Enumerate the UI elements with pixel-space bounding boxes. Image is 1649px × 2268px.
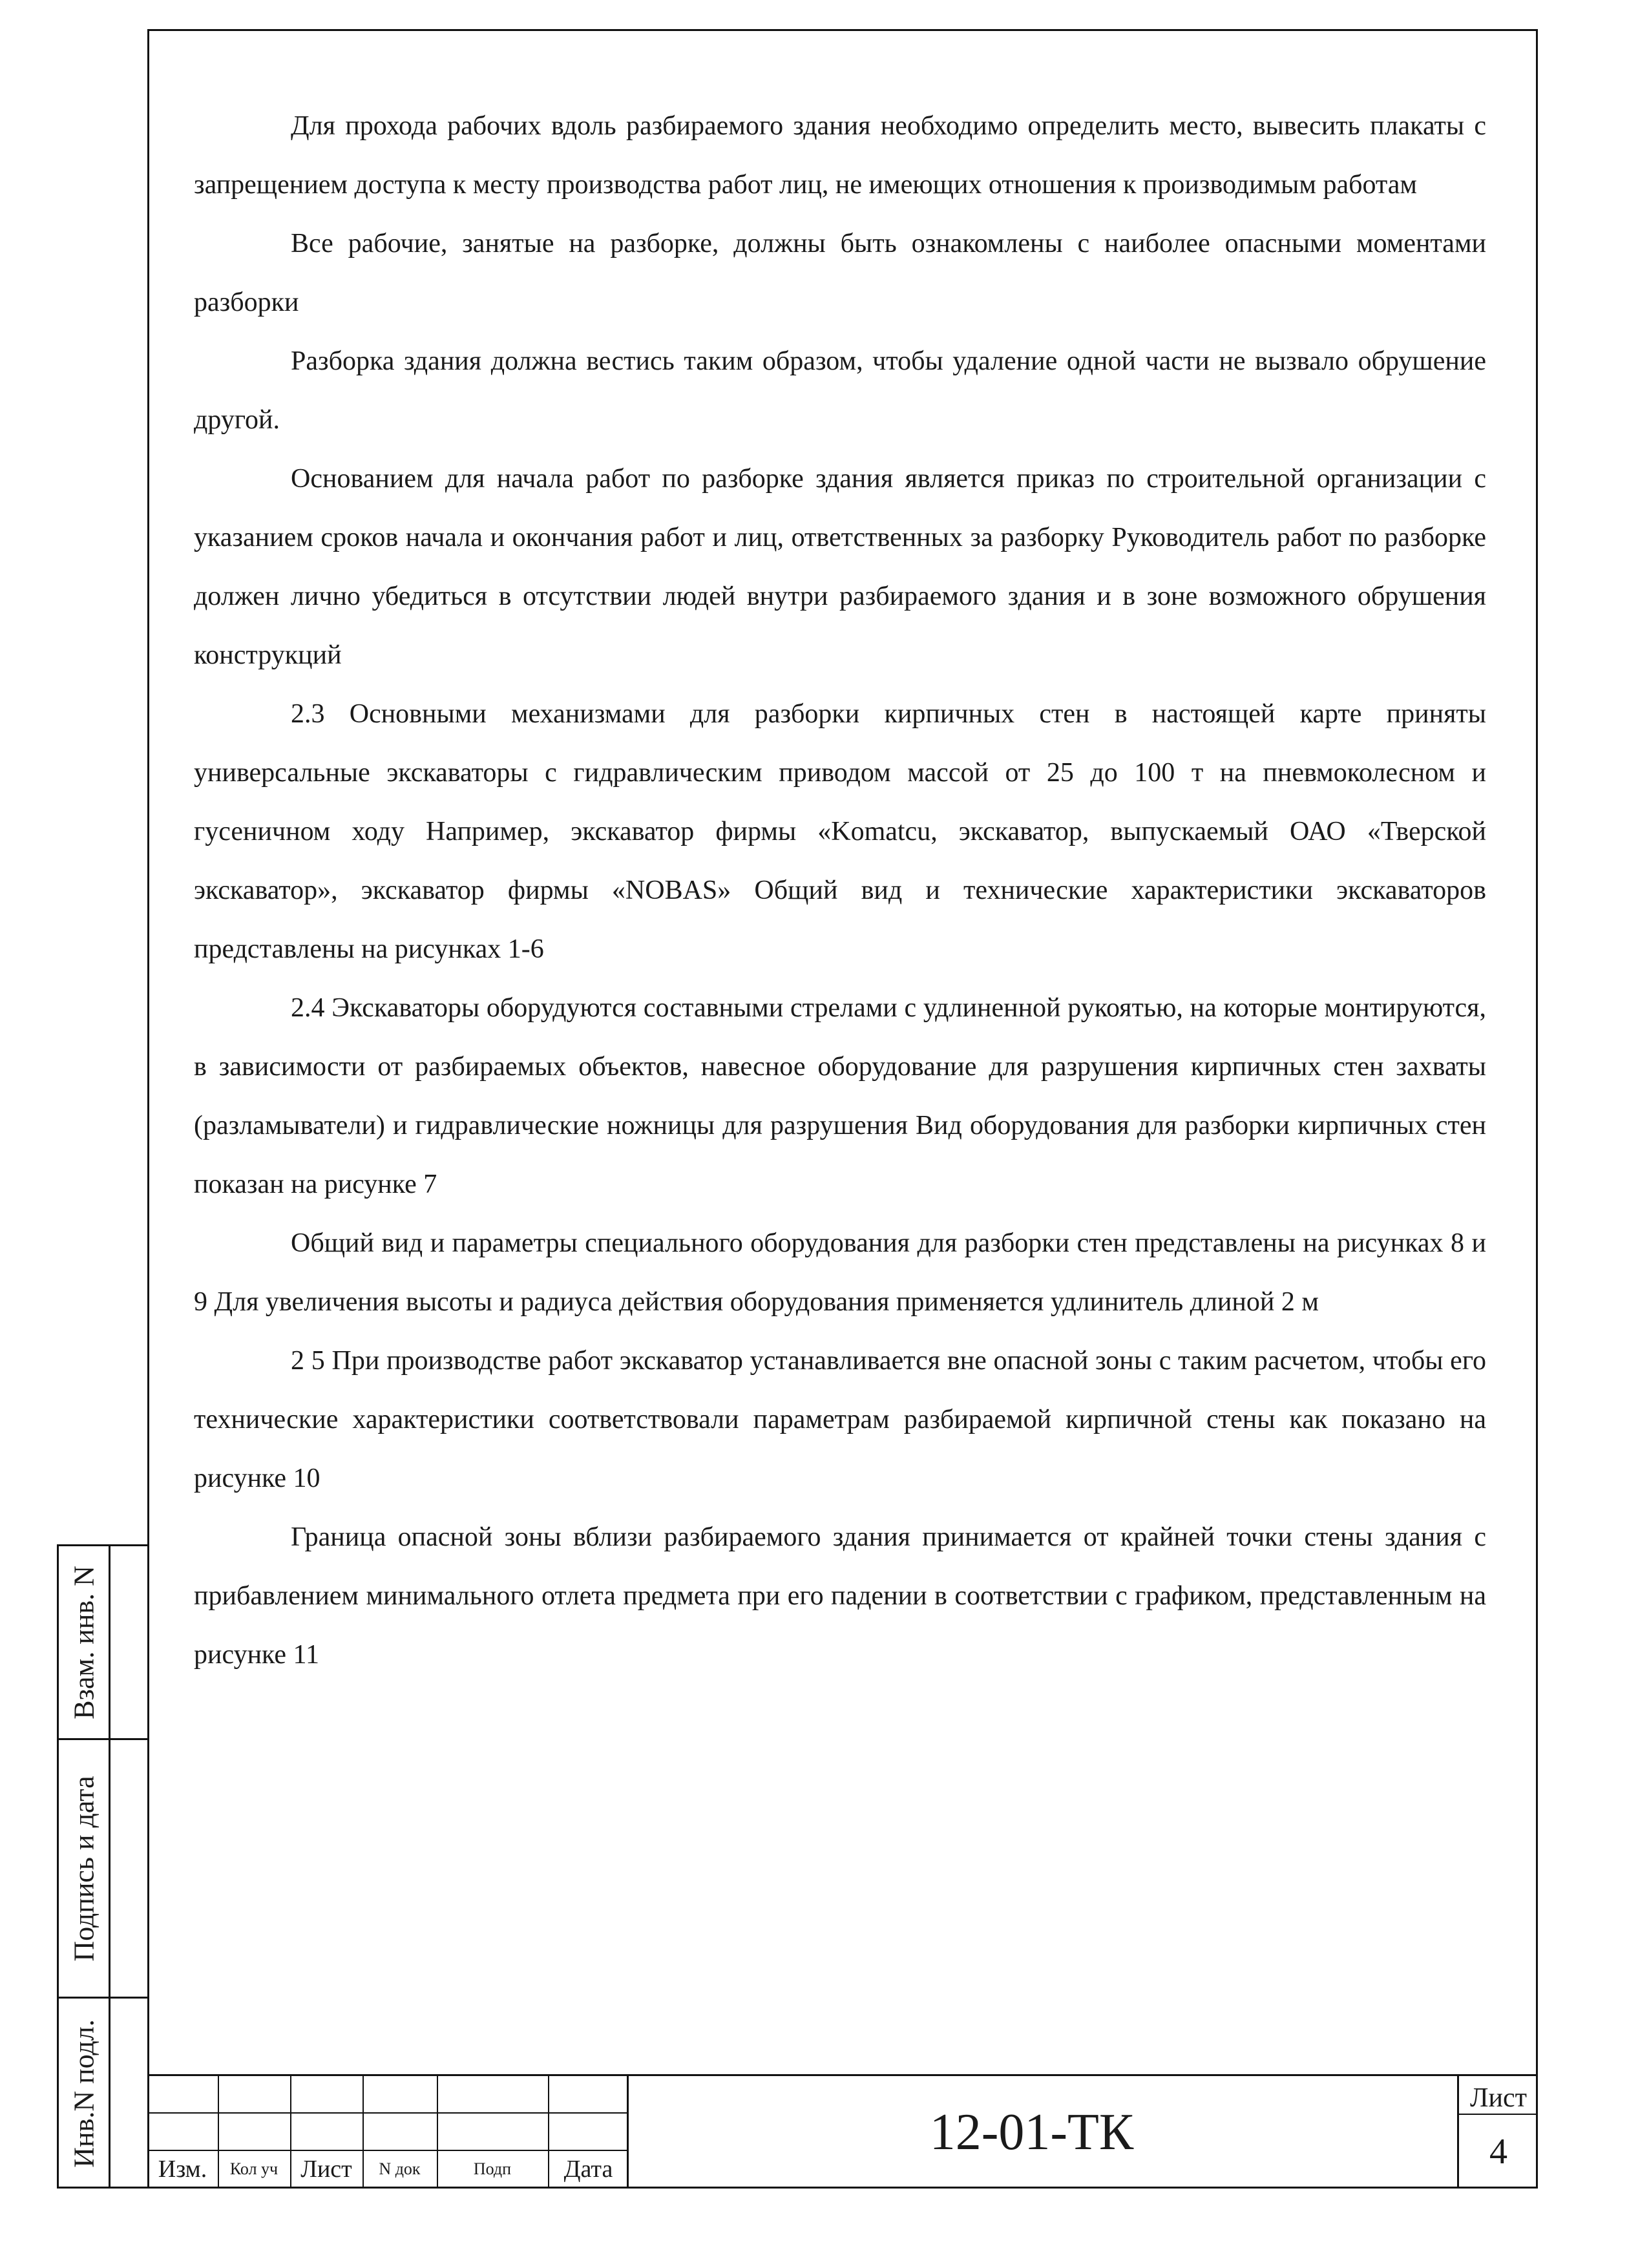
sheet-number: 4 [1489, 2132, 1507, 2172]
paragraph-5: 2.3 Основными механизмами для разборки кирпичных стен в настоящей карте приняты универсальные экскаваторы с гидравлическим приводом массой от 25 до 100 т на пневмоколесном и гусеничном ходу Например, экскаватор фирмы «Komatcu, экскаватор, выпускаемый ОАО «Тверской экскаватор», экскаватор фирмы «NOBAS» Общий вид и технические характеристики экскаваторов представлены на рисунках 1-6 [194, 699, 1486, 964]
paragraph-1: Для прохода рабочих вдоль разбираемого здания необходимо определить место, вывесить плакаты с запрещением доступа к месту производства работ лиц, не имеющих отношения к производимым работам [194, 111, 1486, 200]
side-label-signature-date: Подпись и дата [68, 1775, 100, 1962]
revision-row [147, 2076, 627, 2114]
side-label-replacement-inv: Взам. инв. N [68, 1565, 100, 1719]
col-header-podp: Подп [473, 2159, 512, 2178]
side-cell-original-inv [59, 1997, 147, 2189]
side-cell-signature [59, 1738, 147, 1997]
side-label-cell [59, 1546, 110, 1738]
paragraph-6: 2.4 Экскаваторы оборудуются составными стрелами с удлиненной рукоятью, на которые монтируются, в зависимости от разбираемых объектов, навесное оборудование для разрушения кирпичных стен захваты (разламыватели) и гидравлические ножницы для разрушения Вид оборудования для разборки кирпичных стен показан на рисунке 7 [194, 993, 1486, 1199]
paragraph-8: 2 5 При производстве работ экскаватор устанавливается вне опасной зоны с таким расчетом, чтобы его технические характеристики соответствовали параметрам разбираемой кирпичной стены как показано на рисунке 10 [194, 1346, 1486, 1493]
paragraph-4: Основанием для начала работ по разборке здания является приказ по строительной организации с указанием сроков начала и окончания работ и лиц, ответственных за разборку Руководитель работ по разборке должен лично убедиться в отсутствии людей внутри разбираемого здания и в зоне возможного обрушения конструкций [194, 464, 1486, 670]
paragraph-2: Все рабочие, занятые на разборке, должны быть ознакомлены с наиболее опасными моментами разборки [194, 229, 1486, 317]
paragraph-7: Общий вид и параметры специального оборудования для разборки стен представлены на рисунках 8 и 9 Для увеличения высоты и радиуса действия оборудования применяется удлинитель длиной 2 м [194, 1228, 1486, 1317]
col-header-izm: Изм. [158, 2156, 207, 2183]
col-header-data: Дата [563, 2156, 613, 2183]
side-label-cell [59, 1999, 110, 2189]
col-header-n-dok: N док [379, 2159, 421, 2178]
side-stamp-table [57, 1544, 147, 2189]
side-label-cell [59, 1740, 110, 1997]
revision-row [147, 2114, 627, 2151]
paragraph-3: Разборка здания должна вестись таким образом, чтобы удаление одной части не вызвало обрушение другой. [194, 346, 1486, 435]
col-header-kol-uch: Кол уч [229, 2159, 278, 2178]
revision-grid [147, 2076, 629, 2189]
sheet-label: Лист [1459, 2076, 1538, 2115]
document-body [194, 97, 1486, 1685]
side-label-original-inv: Инв.N подл. [68, 2019, 100, 2168]
document-code: 12-01-ТК [929, 2103, 1134, 2161]
col-header-list: Лист [300, 2156, 352, 2183]
paragraph-9: Граница опасной зоны вблизи разбираемого здания принимается от крайней точки стены здания с прибавлением минимального отлета предмета при его падении в соответствии с графиком, представленным на рисунке 11 [194, 1522, 1486, 1670]
title-block [147, 2074, 1538, 2189]
side-cell-replacement [59, 1546, 147, 1738]
sheet-box [1457, 2076, 1538, 2189]
